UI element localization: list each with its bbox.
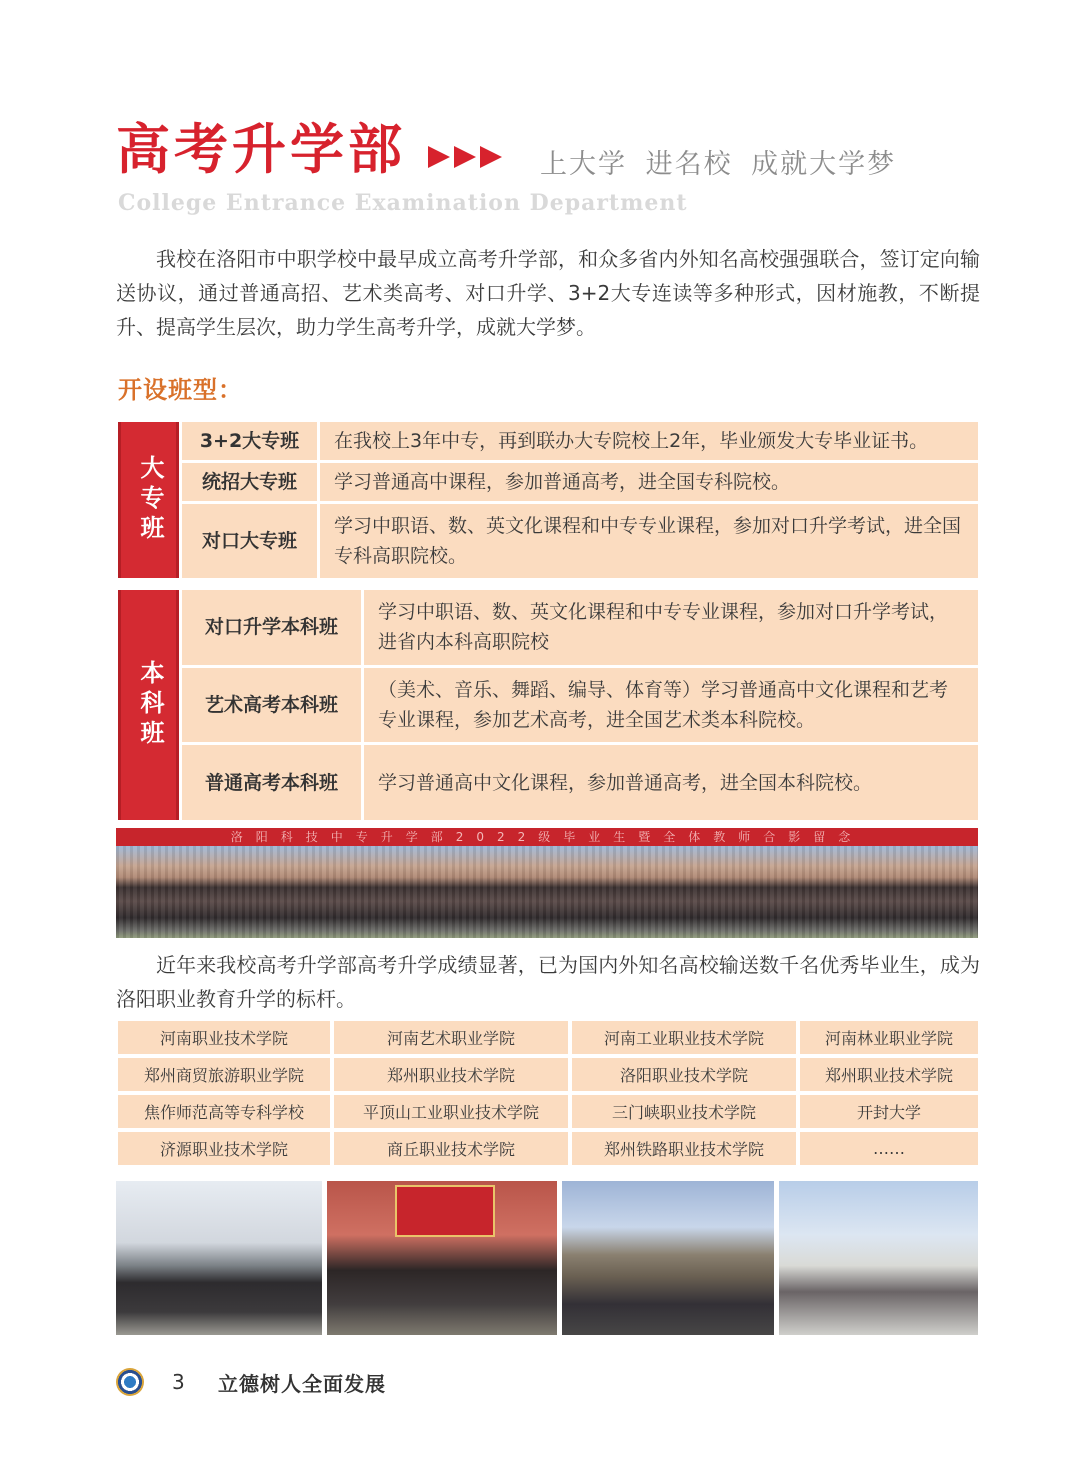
class-name: 对口升学本科班: [182, 590, 361, 665]
graduation-group-photo: [116, 828, 978, 938]
class-row: [182, 745, 978, 820]
class-name: 3+2大专班: [182, 422, 317, 460]
class-row: [182, 668, 978, 743]
college-cell: 郑州职业技术学院: [800, 1058, 978, 1091]
class-description: 学习中职语、数、英文化课程和中专专业课程，参加对口升学考试，进省内本科高职院校: [364, 590, 978, 665]
college-cell: 洛阳职业技术学院: [572, 1058, 796, 1091]
class-description: 学习普通高中课程，参加普通高考，进全国专科院校。: [320, 463, 978, 501]
campus-photo: [562, 1181, 774, 1335]
page-number: 3: [172, 1370, 185, 1394]
campus-photo: [327, 1181, 557, 1335]
campus-photos: [116, 1181, 978, 1335]
group-rows: [182, 590, 978, 820]
class-description: 在我校上3年中专，再到联办大专院校上2年，毕业颁发大专毕业证书。: [320, 422, 978, 460]
class-row: [182, 463, 978, 501]
slogan: 上大学 进名校 成就大学梦: [540, 149, 897, 180]
intro-paragraph: 我校在洛阳市中职学校中最早成立高考升学部，和众多省内外知名高校强强联合，签订定向输送协议，通过普通高招、艺术类高考、对口升学、3+2大专连读等多种形式，因材施教，不断提升、提高学生层次，助力学生高考升学，成就大学梦。: [116, 247, 980, 339]
class-description: 学习中职语、数、英文化课程和中专专业课程，参加对口升学考试，进全国专科高职院校。: [320, 504, 978, 578]
college-cell: 郑州铁路职业技术学院: [572, 1132, 796, 1165]
class-group-junior-college: [118, 422, 978, 578]
campus-photo: [116, 1181, 322, 1335]
banner-sign: [395, 1185, 495, 1237]
college-cell: 开封大学: [800, 1095, 978, 1128]
college-cell: 济源职业技术学院: [118, 1132, 330, 1165]
college-cell: 平顶山工业职业技术学院: [334, 1095, 568, 1128]
group-rows: [182, 422, 978, 578]
achievement-paragraph: 近年来我校高考升学部高考升学成绩显著，已为国内外知名高校输送数千名优秀毕业生，成为洛阳职业教育升学的标杆。: [116, 953, 980, 1011]
school-logo-icon: [116, 1368, 144, 1396]
class-row: [182, 590, 978, 665]
college-cell: 郑州职业技术学院: [334, 1058, 568, 1091]
college-cell: 河南工业职业技术学院: [572, 1021, 796, 1054]
college-cell: 三门峡职业技术学院: [572, 1095, 796, 1128]
group-label: [118, 422, 179, 578]
college-grid: [118, 1021, 978, 1165]
group-label-text: 大专班: [136, 455, 164, 545]
arrow-decoration: [428, 146, 502, 168]
college-cell: 河南职业技术学院: [118, 1021, 330, 1054]
class-group-undergraduate: [118, 590, 978, 820]
college-cell: ……: [800, 1132, 978, 1165]
group-label: [118, 590, 179, 820]
class-name: 普通高考本科班: [182, 745, 361, 820]
college-cell: 河南林业职业学院: [800, 1021, 978, 1054]
campus-photo: [779, 1181, 978, 1335]
class-description: 学习普通高中文化课程，参加普通高考，进全国本科院校。: [364, 745, 978, 820]
class-description: （美术、音乐、舞蹈、编导、体育等）学习普通高中文化课程和艺考专业课程，参加艺术高考，进全国艺术类本科院校。: [364, 668, 978, 743]
class-name: 统招大专班: [182, 463, 317, 501]
arrow-icon: [428, 146, 450, 168]
photo-caption: 洛阳科技中专升学部2022级毕业生暨全体教师合影留念: [116, 828, 978, 846]
class-name: 艺术高考本科班: [182, 668, 361, 743]
footer-motto: 立德树人全面发展: [218, 1372, 386, 1396]
english-subtitle: College Entrance Examination Department: [118, 190, 688, 216]
arrow-icon: [454, 146, 476, 168]
arrow-icon: [480, 146, 502, 168]
group-label-text: 本科班: [136, 660, 164, 750]
section-title: 开设班型：: [118, 376, 243, 404]
group-photo-image: [116, 846, 978, 938]
college-cell: 郑州商贸旅游职业学院: [118, 1058, 330, 1091]
page-title: 高考升学部: [116, 118, 406, 181]
class-name: 对口大专班: [182, 504, 317, 578]
class-row: [182, 422, 978, 460]
class-row: [182, 504, 978, 578]
college-cell: 商丘职业技术学院: [334, 1132, 568, 1165]
college-cell: 焦作师范高等专科学校: [118, 1095, 330, 1128]
college-cell: 河南艺术职业学院: [334, 1021, 568, 1054]
